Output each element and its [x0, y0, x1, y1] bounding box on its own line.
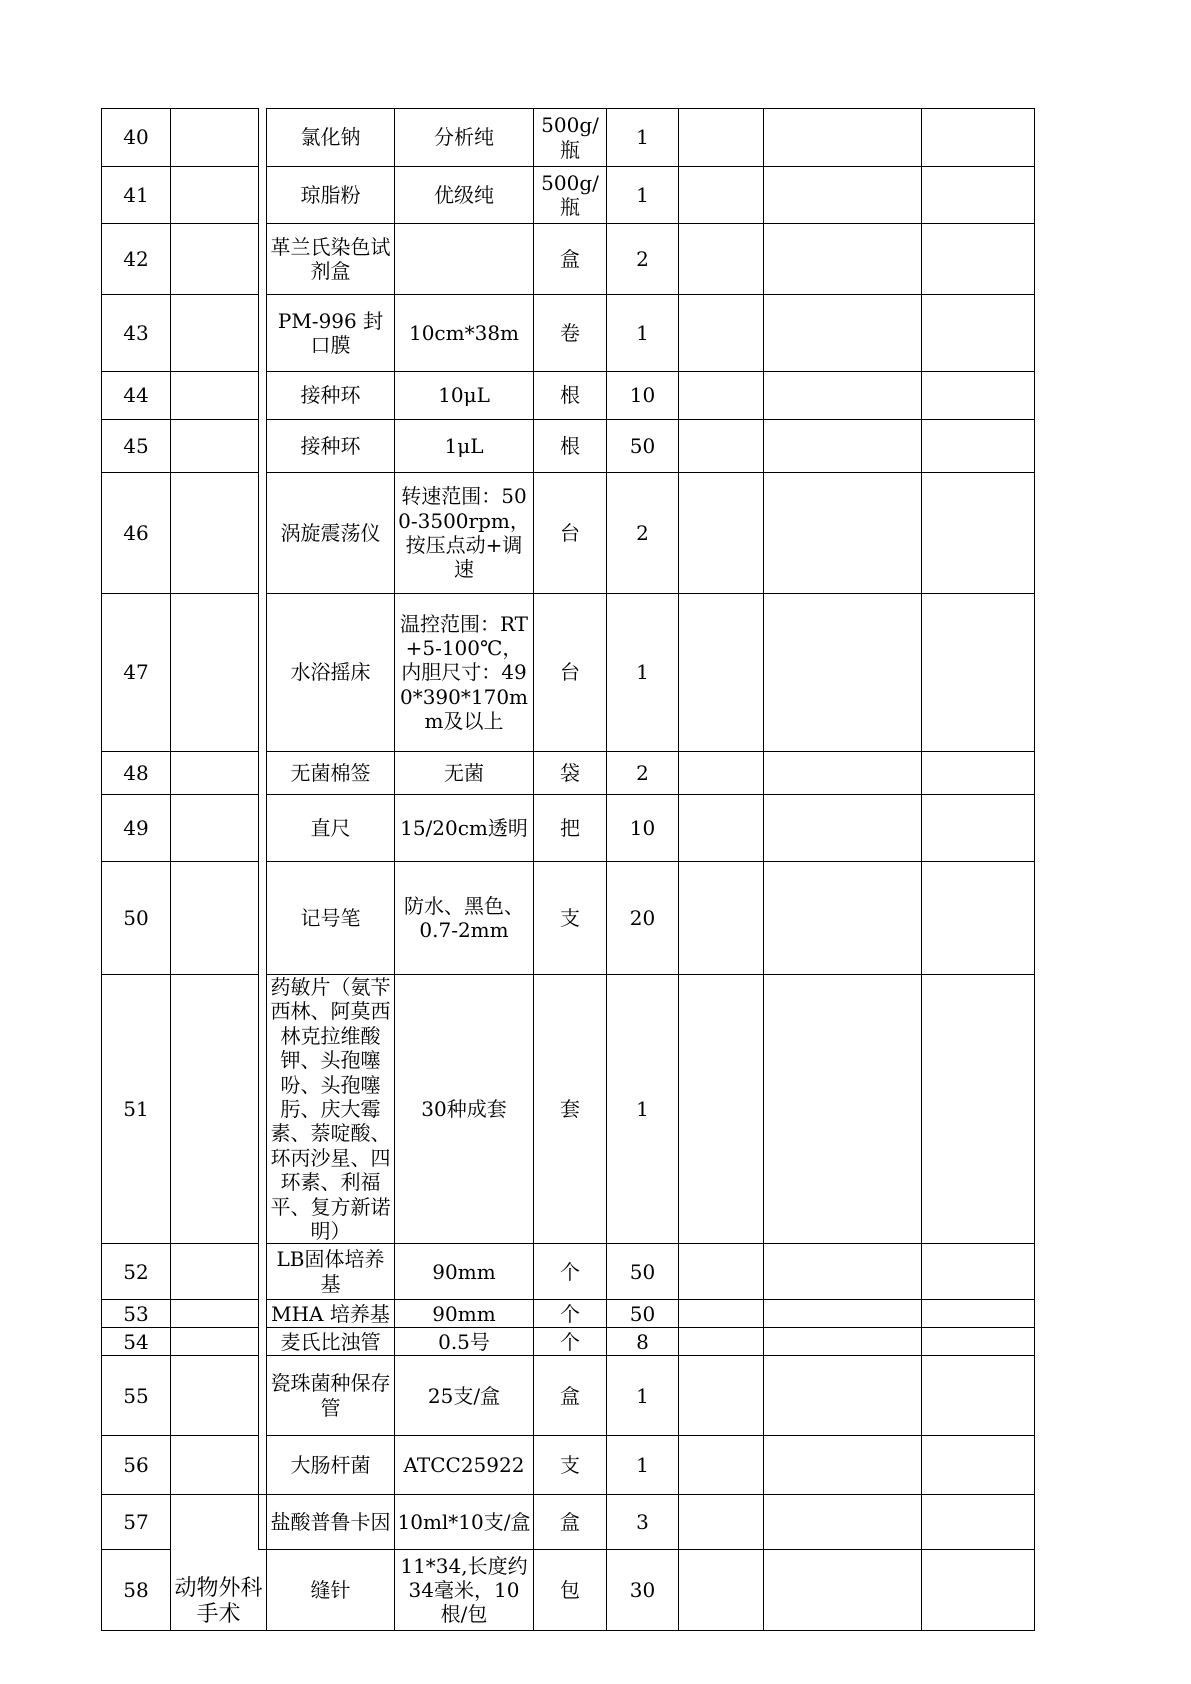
item-unit: 卷 [534, 295, 607, 372]
empty-cell [764, 109, 922, 167]
row-number: 44 [102, 372, 171, 420]
item-qty: 8 [607, 1328, 679, 1356]
row-number: 48 [102, 752, 171, 795]
item-qty: 1 [607, 594, 679, 752]
item-qty: 50 [607, 420, 679, 473]
item-spec: ATCC25922 [395, 1436, 534, 1495]
empty-cell [922, 109, 1035, 167]
item-name: 药敏片（氨苄西林、阿莫西林克拉维酸钾、头孢噻吩、头孢噻肟、庆大霉素、萘啶酸、环丙沙星、四环素、利福平、复方新诺明） [267, 975, 395, 1244]
row-number: 42 [102, 224, 171, 295]
item-unit: 包 [534, 1550, 607, 1631]
item-spec: 转速范围：500-3500rpm，按压点动+调速 [395, 473, 534, 594]
row-number: 51 [102, 975, 171, 1244]
item-qty: 1 [607, 975, 679, 1244]
item-unit: 台 [534, 473, 607, 594]
item-name: 革兰氏染色试剂盒 [267, 224, 395, 295]
item-spec: 90mm [395, 1300, 534, 1328]
item-unit: 把 [534, 795, 607, 862]
item-name: 麦氏比浊管 [267, 1328, 395, 1356]
row-number: 46 [102, 473, 171, 594]
item-qty: 1 [607, 167, 679, 224]
item-name: 水浴摇床 [267, 594, 395, 752]
item-spec: 优级纯 [395, 167, 534, 224]
item-name: 涡旋震荡仪 [267, 473, 395, 594]
item-qty: 1 [607, 109, 679, 167]
table-row [102, 1356, 1035, 1436]
row-number: 56 [102, 1436, 171, 1495]
item-spec: 25支/盒 [395, 1356, 534, 1436]
item-qty: 50 [607, 1300, 679, 1328]
row-number: 40 [102, 109, 171, 167]
empty-cell [679, 109, 764, 167]
item-qty: 1 [607, 1356, 679, 1436]
item-qty: 1 [607, 1436, 679, 1495]
item-qty: 2 [607, 224, 679, 295]
row-number: 58 [102, 1550, 171, 1631]
table-row [102, 420, 1035, 473]
row-number: 52 [102, 1244, 171, 1300]
item-spec: 90mm [395, 1244, 534, 1300]
item-qty: 1 [607, 295, 679, 372]
item-spec: 10ml*10支/盒 [395, 1495, 534, 1550]
item-name: 大肠杆菌 [267, 1436, 395, 1495]
item-name: 氯化钠 [267, 109, 395, 167]
item-spec [395, 224, 534, 295]
table-row [102, 1300, 1035, 1328]
item-unit: 500g/瓶 [534, 109, 607, 167]
item-spec: 1μL [395, 420, 534, 473]
item-qty: 2 [607, 752, 679, 795]
category-label: 动物外科手术 [171, 1550, 267, 1631]
item-unit: 盒 [534, 1495, 607, 1550]
row-number: 45 [102, 420, 171, 473]
item-name: LB固体培养基 [267, 1244, 395, 1300]
item-name: PM-996 封口膜 [267, 295, 395, 372]
row-number: 41 [102, 167, 171, 224]
row-number: 49 [102, 795, 171, 862]
item-unit: 支 [534, 1436, 607, 1495]
item-name: 无菌棉签 [267, 752, 395, 795]
table-row [102, 1328, 1035, 1356]
item-unit: 根 [534, 372, 607, 420]
table-row [102, 594, 1035, 752]
item-spec: 分析纯 [395, 109, 534, 167]
item-unit: 套 [534, 975, 607, 1244]
item-spec: 30种成套 [395, 975, 534, 1244]
row-number: 54 [102, 1328, 171, 1356]
table-row [102, 295, 1035, 372]
item-qty: 3 [607, 1495, 679, 1550]
item-unit: 袋 [534, 752, 607, 795]
item-unit: 台 [534, 594, 607, 752]
table-row [102, 1495, 1035, 1550]
item-unit: 根 [534, 420, 607, 473]
materials-table [101, 108, 1035, 1631]
item-name: 直尺 [267, 795, 395, 862]
item-unit: 支 [534, 862, 607, 975]
item-spec: 11*34,长度约34毫米，10根/包 [395, 1550, 534, 1631]
item-spec: 无菌 [395, 752, 534, 795]
item-qty: 50 [607, 1244, 679, 1300]
item-spec: 温控范围：RT+5-100℃，内胆尺寸：490*390*170mm及以上 [395, 594, 534, 752]
item-unit: 个 [534, 1244, 607, 1300]
item-unit: 盒 [534, 1356, 607, 1436]
item-spec: 15/20cm透明 [395, 795, 534, 862]
row-number: 50 [102, 862, 171, 975]
item-spec: 0.5号 [395, 1328, 534, 1356]
row-number: 47 [102, 594, 171, 752]
table-row [102, 975, 1035, 1244]
row-number: 55 [102, 1356, 171, 1436]
item-spec: 10μL [395, 372, 534, 420]
item-qty: 20 [607, 862, 679, 975]
item-name: 记号笔 [267, 862, 395, 975]
category-cell [171, 109, 259, 167]
item-qty: 10 [607, 372, 679, 420]
item-unit: 个 [534, 1300, 607, 1328]
item-name: 缝针 [267, 1550, 395, 1631]
item-unit: 个 [534, 1328, 607, 1356]
item-name: 接种环 [267, 372, 395, 420]
item-name: MHA 培养基 [267, 1300, 395, 1328]
item-qty: 30 [607, 1550, 679, 1631]
item-unit: 盒 [534, 224, 607, 295]
table-row [102, 473, 1035, 594]
item-name: 琼脂粉 [267, 167, 395, 224]
table-row [102, 372, 1035, 420]
item-spec: 10cm*38m [395, 295, 534, 372]
table-row [102, 167, 1035, 224]
item-name: 盐酸普鲁卡因 [267, 1495, 395, 1550]
row-number: 43 [102, 295, 171, 372]
item-name: 瓷珠菌种保存管 [267, 1356, 395, 1436]
table-row [102, 224, 1035, 295]
row-number: 57 [102, 1495, 171, 1550]
item-unit: 500g/瓶 [534, 167, 607, 224]
item-spec: 防水、黑色、0.7-2mm [395, 862, 534, 975]
item-qty: 2 [607, 473, 679, 594]
row-number: 53 [102, 1300, 171, 1328]
table-row [102, 1436, 1035, 1495]
table-row [102, 795, 1035, 862]
table-row [102, 1244, 1035, 1300]
item-qty: 10 [607, 795, 679, 862]
item-name: 接种环 [267, 420, 395, 473]
table-row [102, 1550, 1035, 1631]
table-row [102, 109, 1035, 167]
table-row [102, 752, 1035, 795]
table-row [102, 862, 1035, 975]
